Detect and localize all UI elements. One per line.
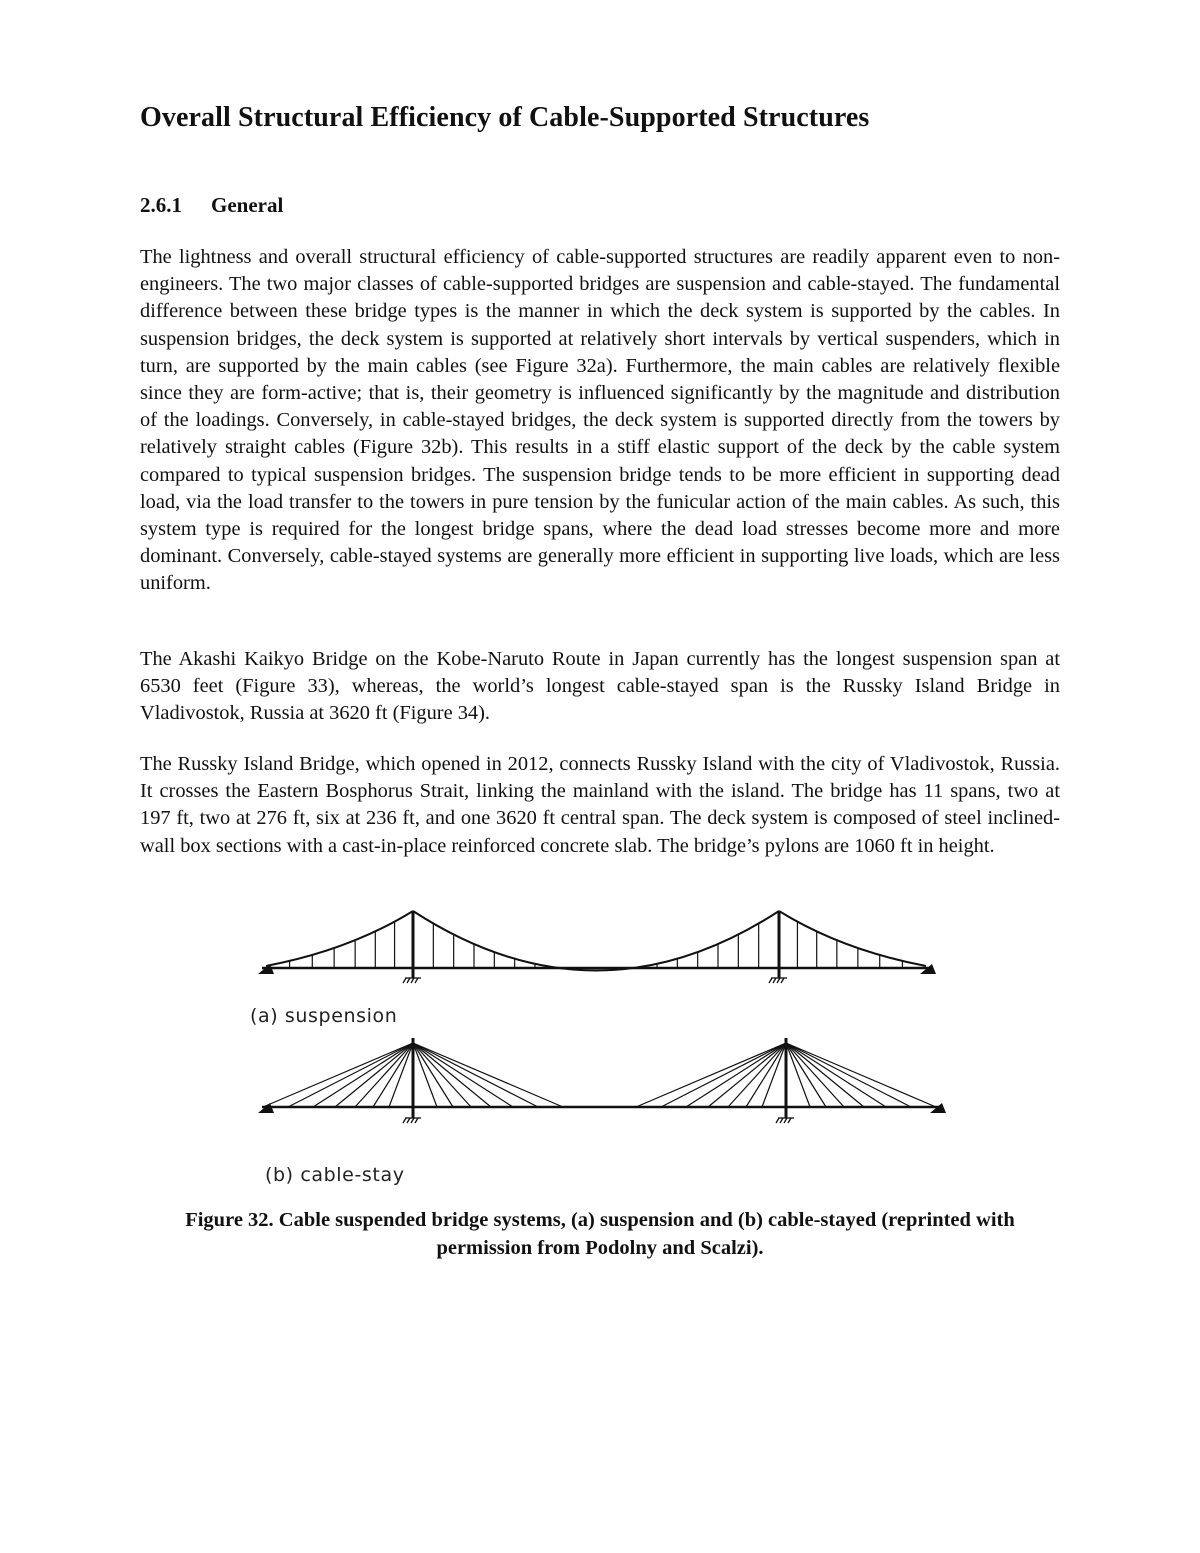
stay-cable (413, 1043, 453, 1107)
stay-cable (786, 1043, 864, 1107)
stay-cable (786, 1043, 911, 1107)
stay-cable (335, 1043, 413, 1107)
stay-cable (786, 1043, 886, 1107)
figure-label-cable-stay: (b) cable-stay (265, 1164, 405, 1186)
stay-cable (746, 1043, 786, 1107)
pylon-base-right (776, 1118, 794, 1123)
stay-cables (263, 1043, 936, 1107)
support-left-b (258, 1103, 274, 1113)
stay-cable (762, 1043, 786, 1107)
stay-cable (686, 1043, 786, 1107)
stay-cable (288, 1043, 413, 1107)
stay-cable (263, 1043, 413, 1107)
tower-base-right (769, 978, 787, 983)
body-paragraph-1: The lightness and overall structural efficiency of cable-supported structures are readily apparent even to non-engineers. The two major classes of cable-supported bridges are suspension and cable-stayed. The fundamental difference between these bridge types is the manner in which the deck system is supported by the cables. In suspension bridges, the deck system is supported at relatively short intervals by vertical suspenders, which in turn, are supported by the main cables (see Figure 32a). Furthermore, the main cables are relatively flexible since they are form-active; that is, their geometry is influenced significantly by the magnitude and distribution of the loadings. Conversely, in cable-stayed bridges, the deck system is supported directly from the towers by relatively straight cables (Figure 32b). This results in a stiff elastic support of the deck by the cable system compared to typical suspension bridges. The suspension bridge tends to be more efficient in supporting dead load, via the load transfer to the towers in pure tension by the funicular action of the main cables. As such, this system type is required for the longest bridge spans, where the dead load stresses become more and more dominant. Conversely, cable-stayed systems are generally more efficient in supporting live loads, which are less uniform. (140, 246, 1060, 595)
main-cable-left-side (266, 911, 413, 966)
stay-cable (413, 1043, 563, 1107)
main-cable-right-side (779, 911, 926, 966)
main-cable-center (413, 911, 779, 971)
stay-cable (786, 1043, 844, 1107)
stay-cable (786, 1043, 936, 1107)
support-right (920, 964, 936, 974)
figure-label-suspension: (a) suspension (250, 1005, 398, 1027)
pylon-base-left (403, 1118, 421, 1123)
stay-cable (313, 1043, 413, 1107)
stay-cable (413, 1043, 437, 1107)
stay-cable (413, 1043, 538, 1107)
stay-cable (786, 1043, 826, 1107)
stay-cable (786, 1043, 810, 1107)
document-title: Overall Structural Efficiency of Cable-Supported Structures (140, 102, 870, 133)
section-title: General (211, 193, 284, 217)
stay-cable (389, 1043, 413, 1107)
stay-cable (661, 1043, 786, 1107)
section-number: 2.6.1 (140, 193, 182, 217)
stay-cable (373, 1043, 413, 1107)
section-heading (140, 193, 283, 218)
stay-cable (413, 1043, 513, 1107)
stay-cable (636, 1043, 786, 1107)
body-paragraph-3: The Russky Island Bridge, which opened in 2012, connects Russky Island with the city of Vladivostok, Russia. It crosses the Eastern Bosphorus Strait, linking the mainland with the island. The bridge has 11 spans, two at 197 ft, two at 276 ft, six at 236 ft, and one 3620 ft central span. The deck system is composed of steel inclined-wall box sections with a cast-in-place reinforced concrete slab. The bridge’s pylons are 1060 ft in height. (140, 753, 1060, 857)
suspenders (290, 922, 903, 968)
stay-cable (355, 1043, 413, 1107)
support-right-b (930, 1103, 946, 1113)
figure-caption: Figure 32. Cable suspended bridge systems, (a) suspension and (b) cable-stayed (reprinted with permission from Podolny and Scalzi). (185, 1209, 1015, 1259)
stay-cable (708, 1043, 786, 1107)
stay-cable (728, 1043, 786, 1107)
support-left (258, 964, 274, 974)
stay-cable (413, 1043, 471, 1107)
body-paragraph-2: The Akashi Kaikyo Bridge on the Kobe-Naruto Route in Japan currently has the longest suspension span at 6530 feet (Figure 33), whereas, the world’s longest cable-stayed span is the Russky Island Bridge in Vladivostok, Russia at 3620 ft (Figure 34). (140, 648, 1060, 725)
stay-cable (413, 1043, 491, 1107)
tower-base-left (403, 978, 421, 983)
